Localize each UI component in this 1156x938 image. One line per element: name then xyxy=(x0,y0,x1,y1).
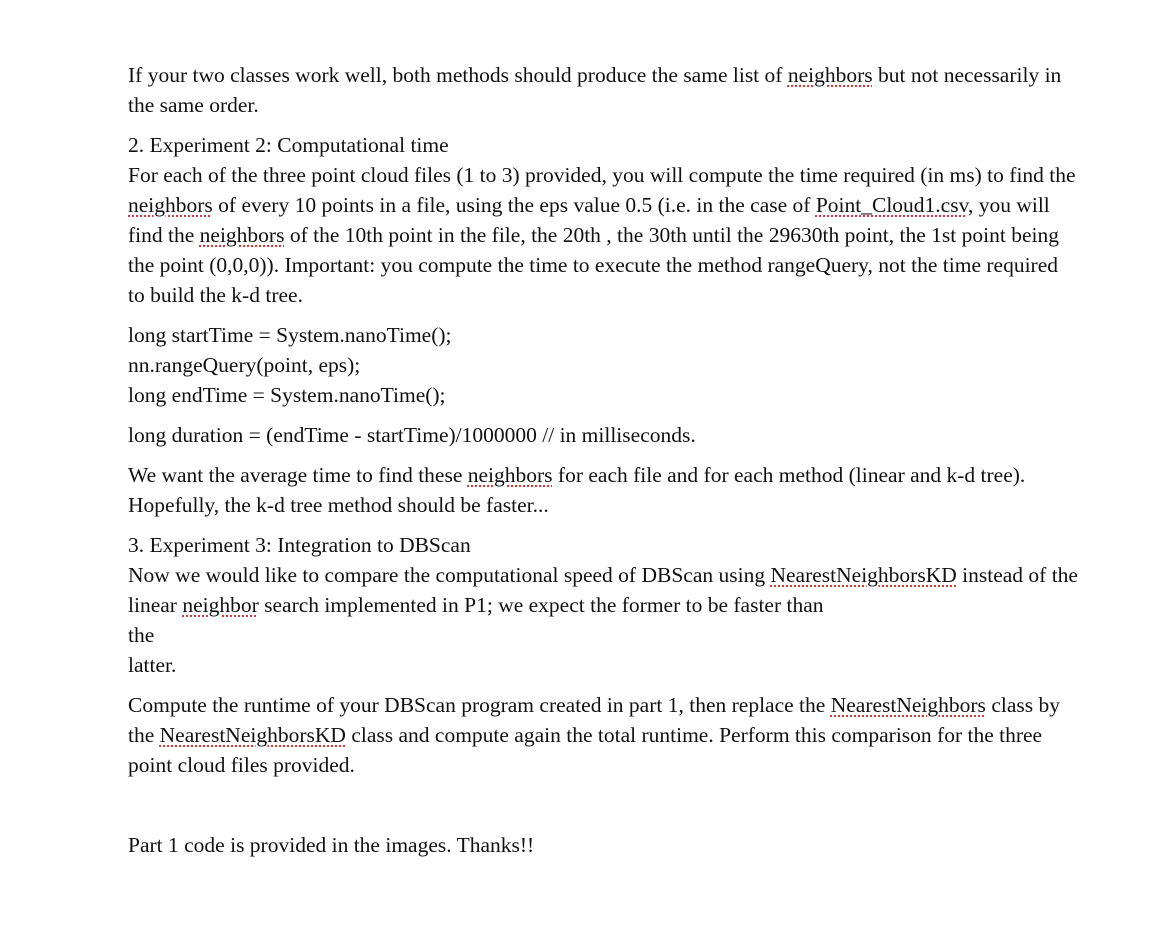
code-line: nn.rangeQuery(point, eps); xyxy=(128,353,361,377)
exp3-text: Now we would like to compare the computational speed of DBScan using xyxy=(128,563,771,587)
exp3-text: search implemented in P1; we expect the former to be faster than xyxy=(258,593,824,617)
intro-text: but not necessarily in the same order. xyxy=(128,63,1062,117)
average-paragraph xyxy=(128,460,1078,490)
exp2-text: of every 10 points in a file, using the eps value 0.5 (i.e. in the case of xyxy=(212,193,816,217)
spellcheck-word: neighbors xyxy=(787,63,873,87)
document-page xyxy=(128,60,1078,860)
spellcheck-word: NearestNeighborsKD xyxy=(159,723,346,747)
exp3-text: instead of the linear xyxy=(128,563,1078,617)
exp2-text: For each of the three point cloud files (1 to 3) provided, you will compute the time required (in ms) to find the xyxy=(128,163,1076,187)
spellcheck-word: neighbors xyxy=(128,193,213,217)
spellcheck-word: neighbor xyxy=(182,593,259,617)
average-text: for each file and for each method (linear and k-d tree). xyxy=(552,463,1026,487)
spellcheck-word: neighbors xyxy=(199,223,285,247)
exp2-text: of the 10th point in the file, the 20th , the 30th until the 29630th point, the 1st point being the point (0,0,0)). Important: you compute the time to execute the method rangeQuery, not the time required to build the k-d tree. xyxy=(128,223,1059,307)
footer-note: Part 1 code is provided in the images. Thanks!! xyxy=(128,833,535,857)
exp3-line-the: the xyxy=(128,623,155,647)
spellcheck-word: neighbors xyxy=(467,463,553,487)
code-line: long endTime = System.nanoTime(); xyxy=(128,383,446,407)
exp3-heading: 3. Experiment 3: Integration to DBScan xyxy=(128,533,471,557)
code-snippet xyxy=(128,320,1078,410)
average-text: We want the average time to find these xyxy=(128,463,468,487)
spellcheck-word: NearestNeighborsKD xyxy=(770,563,957,587)
intro-paragraph xyxy=(128,60,1078,120)
intro-text: If your two classes work well, both methods should produce the same list of xyxy=(128,63,788,87)
code-line: long startTime = System.nanoTime(); xyxy=(128,323,452,347)
compare-text: class and compute again the total runtime. Perform this comparison for the three point cloud files provided. xyxy=(128,723,1043,777)
spellcheck-word: Point_Cloud1.csv xyxy=(815,193,968,217)
compare-text: Compute the runtime of your DBScan program created in part 1, then replace the xyxy=(128,693,831,717)
exp3-line-latter: latter. xyxy=(128,653,177,677)
hope-line: Hopefully, the k-d tree method should be faster... xyxy=(128,493,549,517)
exp2-paragraph xyxy=(128,160,1078,310)
exp2-heading: 2. Experiment 2: Computational time xyxy=(128,133,449,157)
compare-text: class by the xyxy=(128,693,1060,747)
duration-line: long duration = (endTime - startTime)/1000000 // in milliseconds. xyxy=(128,423,696,447)
exp2-text: , you will find the xyxy=(128,193,1050,247)
exp3-paragraph xyxy=(128,560,1078,620)
spellcheck-word: NearestNeighbors xyxy=(830,693,986,717)
compare-paragraph xyxy=(128,690,1078,780)
